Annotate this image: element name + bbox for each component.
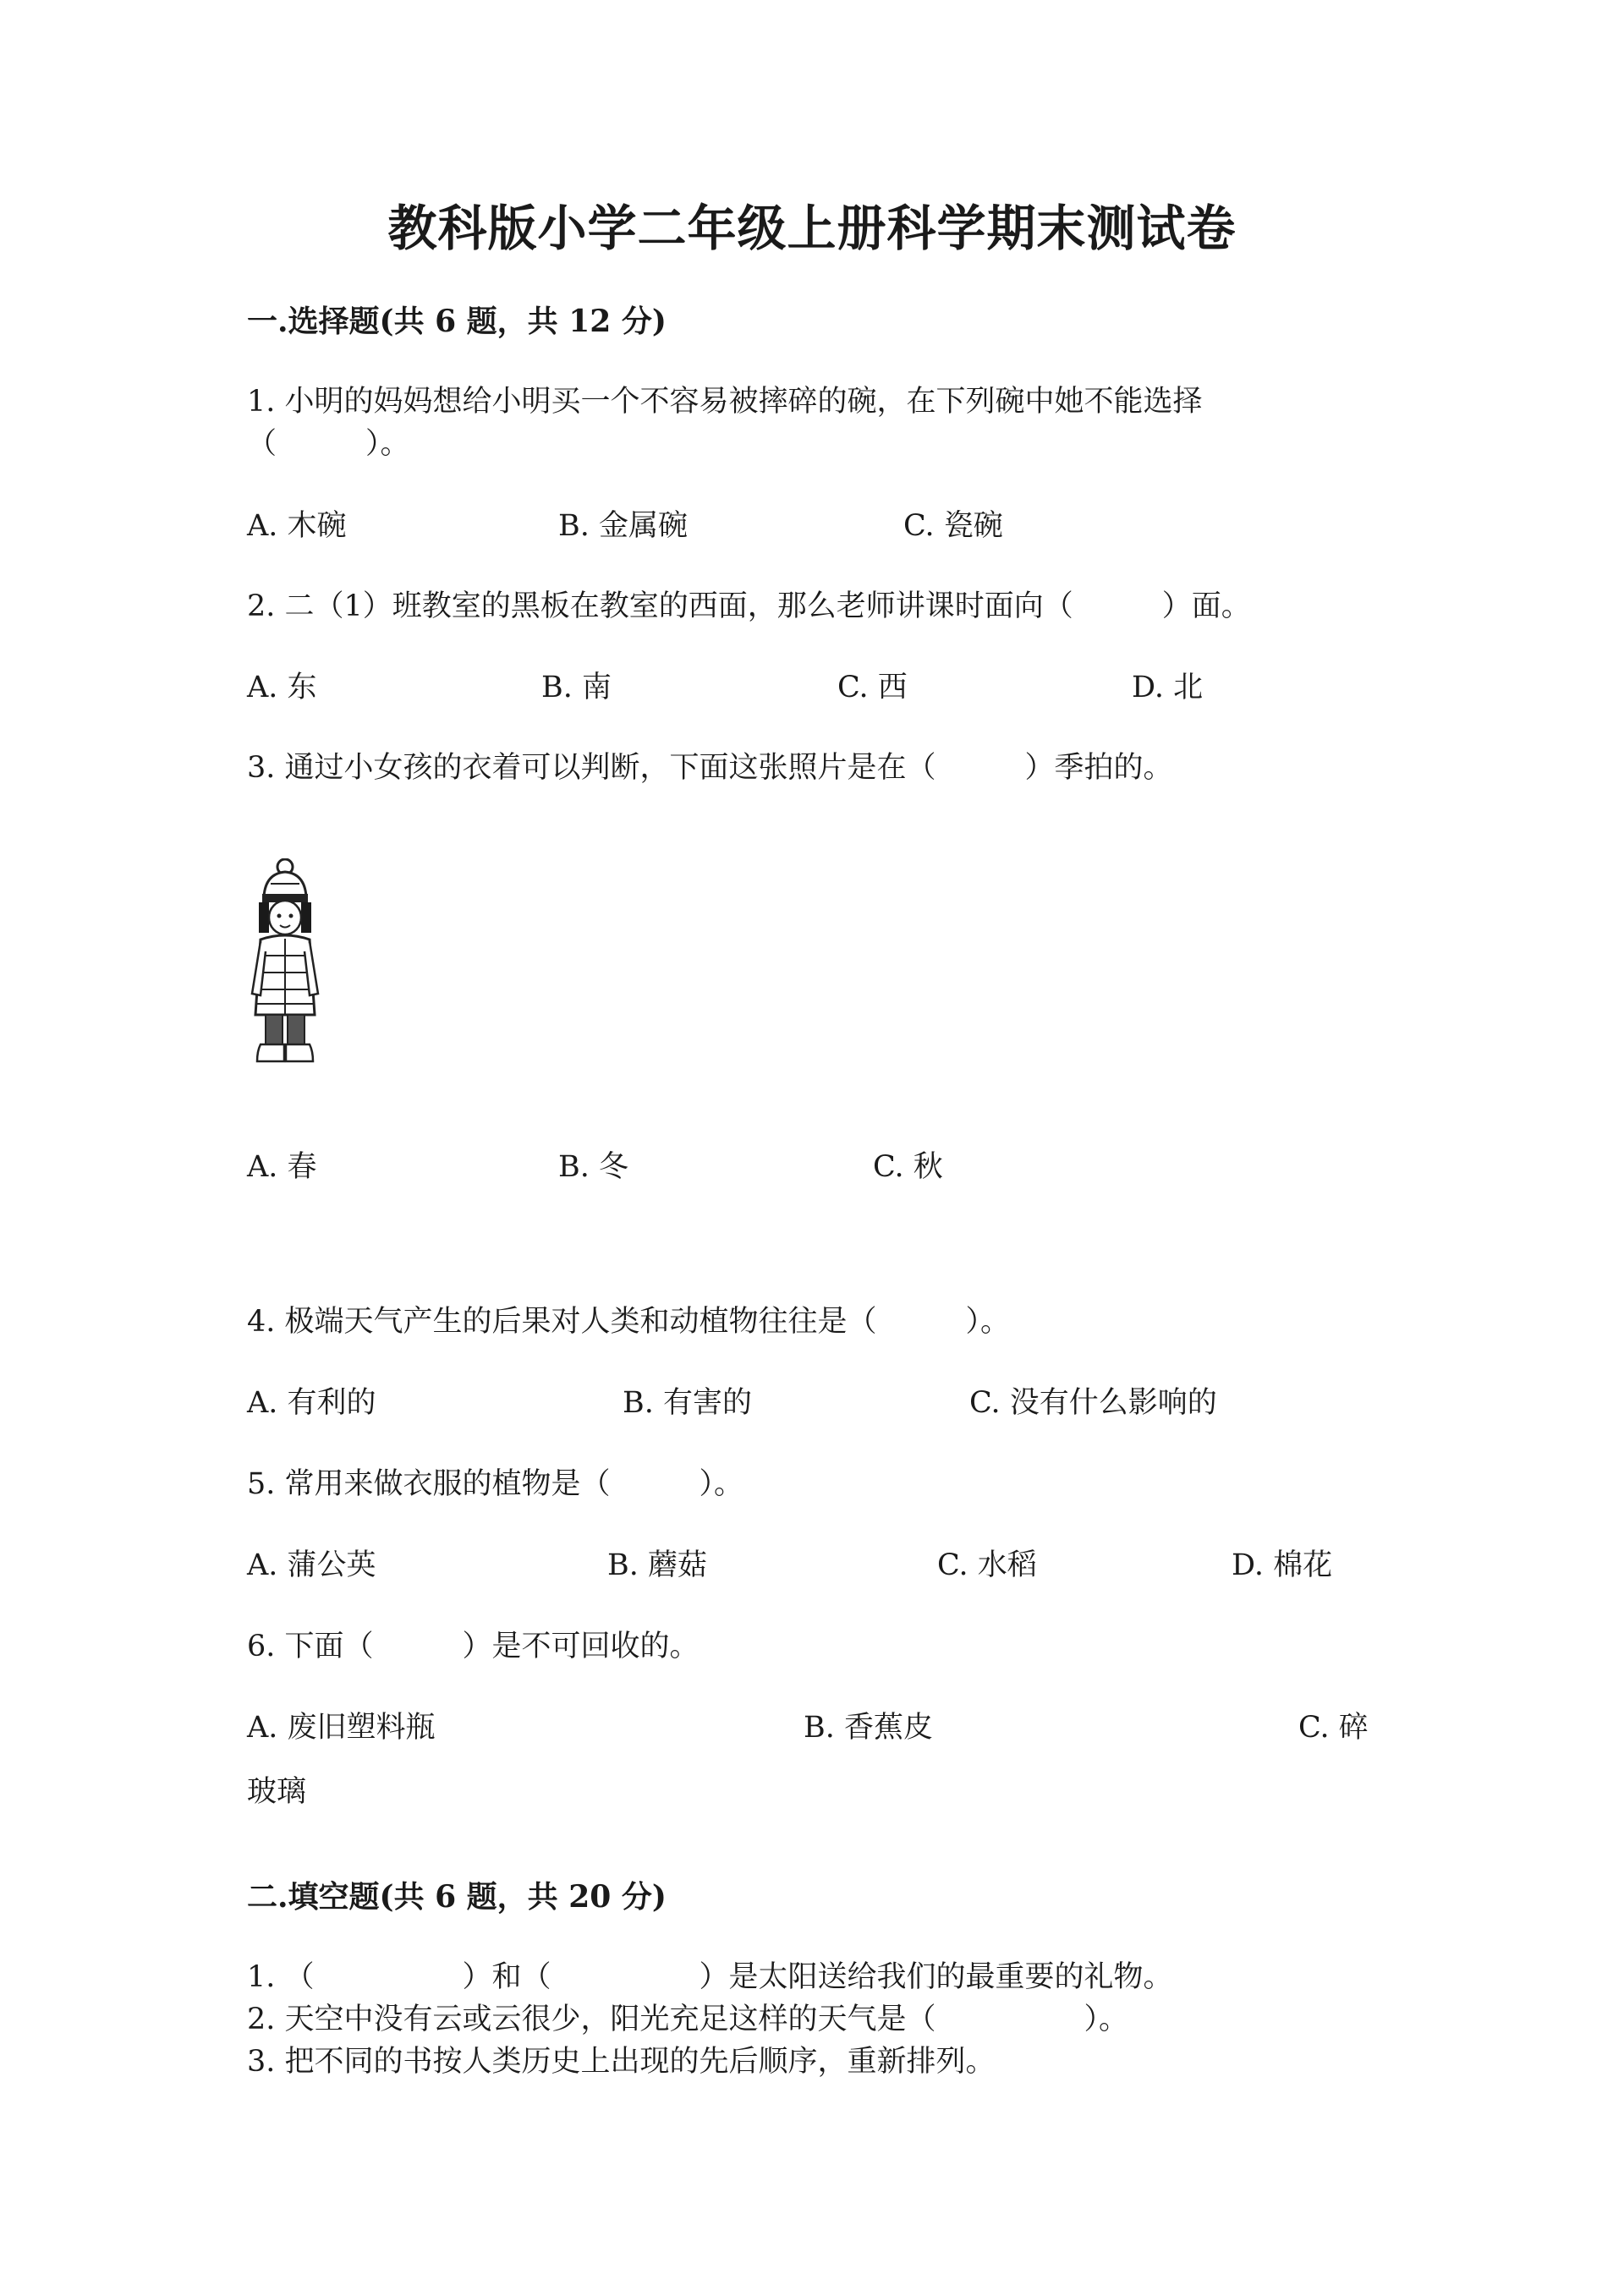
question-5-option-b: B. 蘑菇 — [607, 1548, 707, 1582]
question-4-option-c: C. 没有什么影响的 — [969, 1386, 1217, 1420]
question-2-option-b: B. 南 — [541, 671, 612, 704]
fill-question-3-text: 3. 把不同的书按人类历史上出现的先后顺序，重新排列。 — [247, 2045, 996, 2079]
question-5-option-d: D. 棉花 — [1232, 1548, 1333, 1582]
question-2-option-d: D. 北 — [1132, 671, 1204, 704]
question-2-option-a: A. 东 — [247, 671, 317, 704]
girl-in-winter-coat-image — [247, 858, 323, 1066]
section-heading-fill-blank: 二.填空题(共 6 题，共 20 分) — [247, 1879, 667, 1915]
question-4-option-a: A. 有利的 — [247, 1386, 376, 1420]
question-3-option-a: A. 春 — [247, 1150, 317, 1184]
question-5-text: 5. 常用来做衣服的植物是（ ）。 — [247, 1467, 744, 1501]
question-2-text: 2. 二（1）班教室的黑板在教室的西面，那么老师讲课时面向（ ）面。 — [247, 589, 1251, 623]
section-heading-choice: 一.选择题(共 6 题，共 12 分) — [247, 304, 667, 339]
fill-question-1-text: 1. （ ）和（ ）是太阳送给我们的最重要的礼物。 — [247, 1960, 1173, 1994]
question-1-option-a: A. 木碗 — [247, 509, 347, 543]
question-1-option-c: C. 瓷碗 — [903, 509, 1003, 543]
question-3-option-c: C. 秋 — [873, 1150, 943, 1184]
question-6-text: 6. 下面（ ）是不可回收的。 — [247, 1630, 700, 1663]
question-5-option-a: A. 蒲公英 — [247, 1548, 376, 1582]
question-3-text: 3. 通过小女孩的衣着可以判断，下面这张照片是在（ ）季拍的。 — [247, 751, 1173, 785]
question-6-option-b: B. 香蕉皮 — [804, 1711, 933, 1745]
question-4-text: 4. 极端天气产生的后果对人类和动植物往往是（ ）。 — [247, 1305, 1011, 1339]
question-6-option-c: C. 碎 — [1298, 1711, 1369, 1745]
question-5-option-c: C. 水稻 — [937, 1548, 1037, 1582]
question-1-text: 1. 小明的妈妈想给小明买一个不容易被摔碎的碗，在下列碗中她不能选择 — [247, 385, 1203, 419]
question-4-option-b: B. 有害的 — [623, 1386, 752, 1420]
page-title: 教科版小学二年级上册科学期末测试卷 — [387, 200, 1237, 257]
question-3-option-b: B. 冬 — [558, 1150, 628, 1184]
question-1-text-cont: （ ）。 — [247, 427, 410, 461]
fill-question-2-text: 2. 天空中没有云或云很少，阳光充足这样的天气是（ ）。 — [247, 2003, 1129, 2036]
question-6-option-c-wrap: 玻璃 — [247, 1775, 307, 1809]
question-1-option-b: B. 金属碗 — [558, 509, 688, 543]
question-2-option-c: C. 西 — [837, 671, 908, 704]
question-6-option-a: A. 废旧塑料瓶 — [247, 1711, 436, 1745]
